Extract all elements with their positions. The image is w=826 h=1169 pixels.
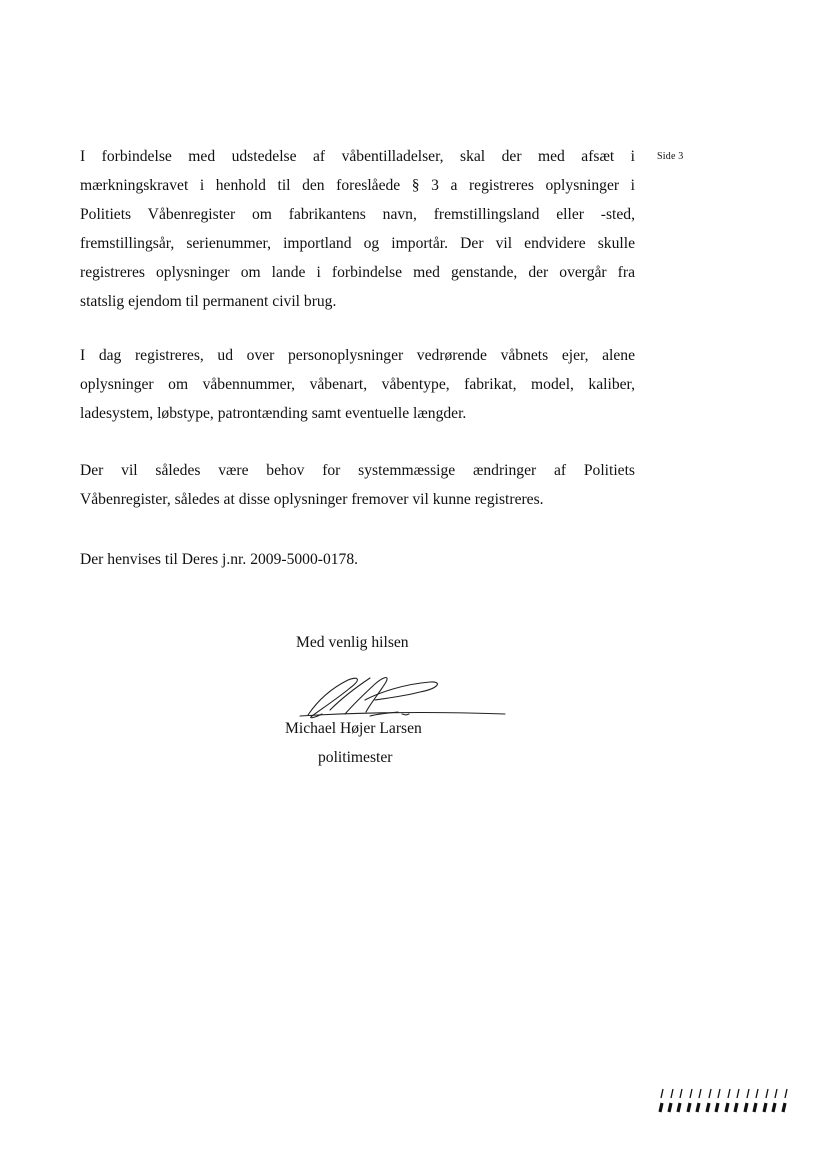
signer-name: Michael Højer Larsen (285, 720, 422, 737)
paragraph-line: ladesystem, løbstype, patrontænding samt eventuelle længder. (80, 405, 467, 422)
paragraph-line: oplysninger om våbennummer, våbenart, våbentype, fabrikat, model, kaliber, (80, 376, 635, 393)
paragraph-marking-requirement (80, 142, 635, 316)
paragraph-line: fremstillingsår, serienummer, importland og importår. Der vil endvidere skulle (80, 235, 635, 252)
paragraph-line: mærkningskravet i henhold til den foreslåede § 3 a registreres oplysninger i (80, 177, 635, 194)
paragraph-line: I forbindelse med udstedelse af våbentilladelser, skal der med afsæt i (80, 148, 635, 165)
paragraph-line: Politiets Våbenregister om fabrikantens navn, fremstillingsland eller -sted, (80, 206, 635, 223)
signer-title: politimester (318, 749, 393, 766)
paragraph-line: Der henvises til Deres j.nr. 2009-5000-0178. (80, 551, 359, 568)
paragraph-system-changes (80, 456, 635, 514)
paragraph-line: Der vil således være behov for systemmæssige ændringer af Politiets (80, 462, 635, 479)
barcode-mark (657, 1088, 793, 1114)
paragraph-line: I dag registreres, ud over personoplysninger vedrørende våbnets ejer, alene (80, 347, 635, 364)
paragraph-line: registreres oplysninger om lande i forbindelse med genstande, der overgår fra (80, 264, 635, 281)
closing-salutation: Med venlig hilsen (296, 634, 409, 651)
page-label: Side 3 (657, 151, 684, 162)
paragraph-reference (80, 545, 635, 574)
paragraph-line: Våbenregister, således at disse oplysninger fremover vil kunne registreres. (80, 491, 544, 508)
paragraph-line: statslig ejendom til permanent civil brug. (80, 293, 337, 310)
paragraph-current-registration (80, 341, 635, 428)
